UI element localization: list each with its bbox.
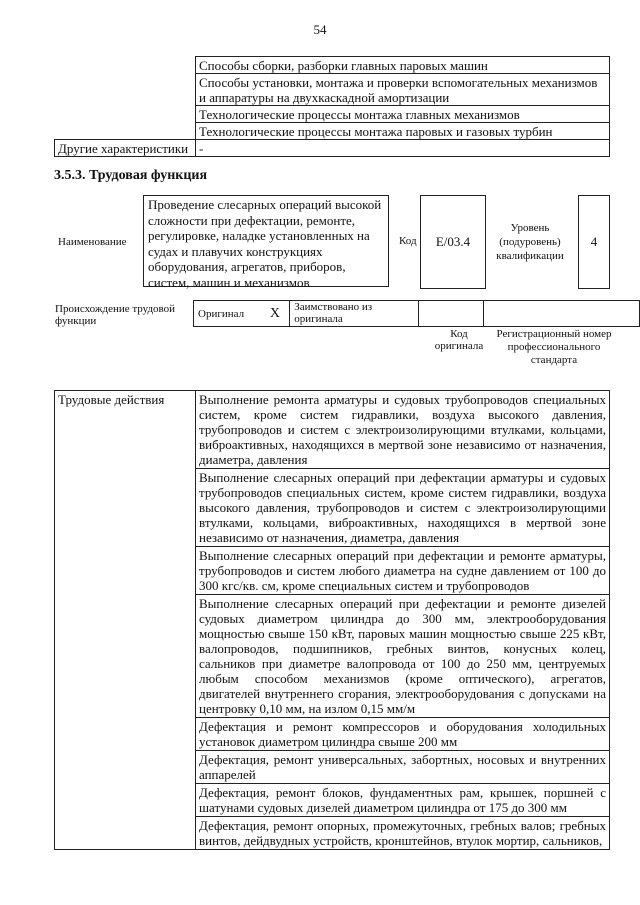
other-characteristics-label: Другие характеристики bbox=[55, 140, 196, 157]
table-row: Технологические процессы монтажа паровых и газовых турбин bbox=[196, 123, 610, 140]
code-original-label: Код оригинала bbox=[434, 328, 484, 352]
code-original-cell bbox=[418, 301, 483, 327]
function-name: Проведение слесарных операций высокой сложности при дефектации, ремонте, регулировке, наладке установленных на судах и плавучих конструкциях оборудования, агрегатов, приборов, систем, машин и механизмов bbox=[143, 195, 389, 287]
code-label: Код bbox=[399, 235, 417, 247]
action-item: Дефектация и ремонт компрессоров и оборудования холодильных установок диаметром цилиндра свыше 200 мм bbox=[196, 718, 610, 751]
action-item: Выполнение слесарных операций при дефектации арматуры и судовых трубопроводов специальных систем, кроме систем гидравлики, воздуха высокого давления, трубопроводов и систем с электроизолирующими втулками, кольцами, виброактивных, находящихся в мертвой зоне независимо от назначения, диаметра, давления bbox=[196, 469, 610, 547]
action-item: Дефектация, ремонт блоков, фундаментных рам, крышек, поршней с шатунами судовых дизелей диаметром цилиндра от 175 до 300 мм bbox=[196, 784, 610, 817]
reg-number-cell bbox=[484, 301, 640, 327]
knowledge-table bbox=[54, 56, 610, 157]
reg-number-label: Регистрационный номер профессионального стандарта bbox=[496, 328, 612, 366]
qualification-level: 4 bbox=[578, 195, 610, 289]
original-mark: X bbox=[261, 301, 290, 327]
level-label: Уровень (подуровень) квалификации bbox=[496, 222, 564, 262]
blank-cell bbox=[55, 57, 196, 140]
actions-label: Трудовые действия bbox=[55, 391, 196, 850]
action-item: Выполнение ремонта арматуры и судовых трубопроводов специальных систем, кроме систем гидравлики, воздуха высокого давления, трубопроводов и систем с электроизолирующими втулками, кольцами, виброактивных, находящихся в мертвой зоне независимо от назначения, диаметра, давления bbox=[196, 391, 610, 469]
actions-table bbox=[54, 390, 610, 850]
table-row: Технологические процессы монтажа главных механизмов bbox=[196, 106, 610, 123]
function-code: E/03.4 bbox=[420, 195, 486, 289]
origin-label: Происхождение трудовой функции bbox=[55, 303, 176, 327]
original-label: Оригинал bbox=[194, 301, 261, 327]
name-label: Наименование bbox=[58, 236, 127, 248]
table-row: Способы сборки, разборки главных паровых машин bbox=[196, 57, 610, 74]
section-title: 3.5.3. Трудовая функция bbox=[54, 168, 208, 183]
action-item: Дефектация, ремонт опорных, промежуточных, гребных валов; гребных винтов, дейдвудных устройств, кронштейнов, втулок мортир, сальников, bbox=[196, 817, 610, 850]
borrowed-label: Заимствовано из оригинала bbox=[290, 301, 419, 327]
table-row: Способы установки, монтажа и проверки вспомогательных механизмов и аппаратуры на двухкаскадной амортизации bbox=[196, 74, 610, 106]
origin-table bbox=[193, 300, 640, 327]
action-item: Дефектация, ремонт универсальных, забортных, носовых и внутренних аппарелей bbox=[196, 751, 610, 784]
other-characteristics-value: - bbox=[196, 140, 610, 157]
action-item: Выполнение слесарных операций при дефектации и ремонте дизелей судовых диаметром цилиндра до 300 мм, электрооборудования мощностью свыше 150 кВт, паровых машин мощностью свыше 225 кВт, валопроводов, подшипников, гребных винтов, конусных колец, сальников при диаметре валопровода от 100 до 250 мм, центруемых любым способом механизмов (кроме оптического), агрегатов, двигателей внутреннего сгорания, электрооборудования с допусками на центровку 0,10 мм, на излом 0,15 мм/м bbox=[196, 595, 610, 718]
page-number: 54 bbox=[313, 22, 327, 37]
action-item: Выполнение слесарных операций при дефектации и ремонте арматуры, трубопроводов и систем любого диаметра на судне давлением от 100 до 300 кгс/кв. см, кроме специальных систем и трубопроводов bbox=[196, 547, 610, 595]
